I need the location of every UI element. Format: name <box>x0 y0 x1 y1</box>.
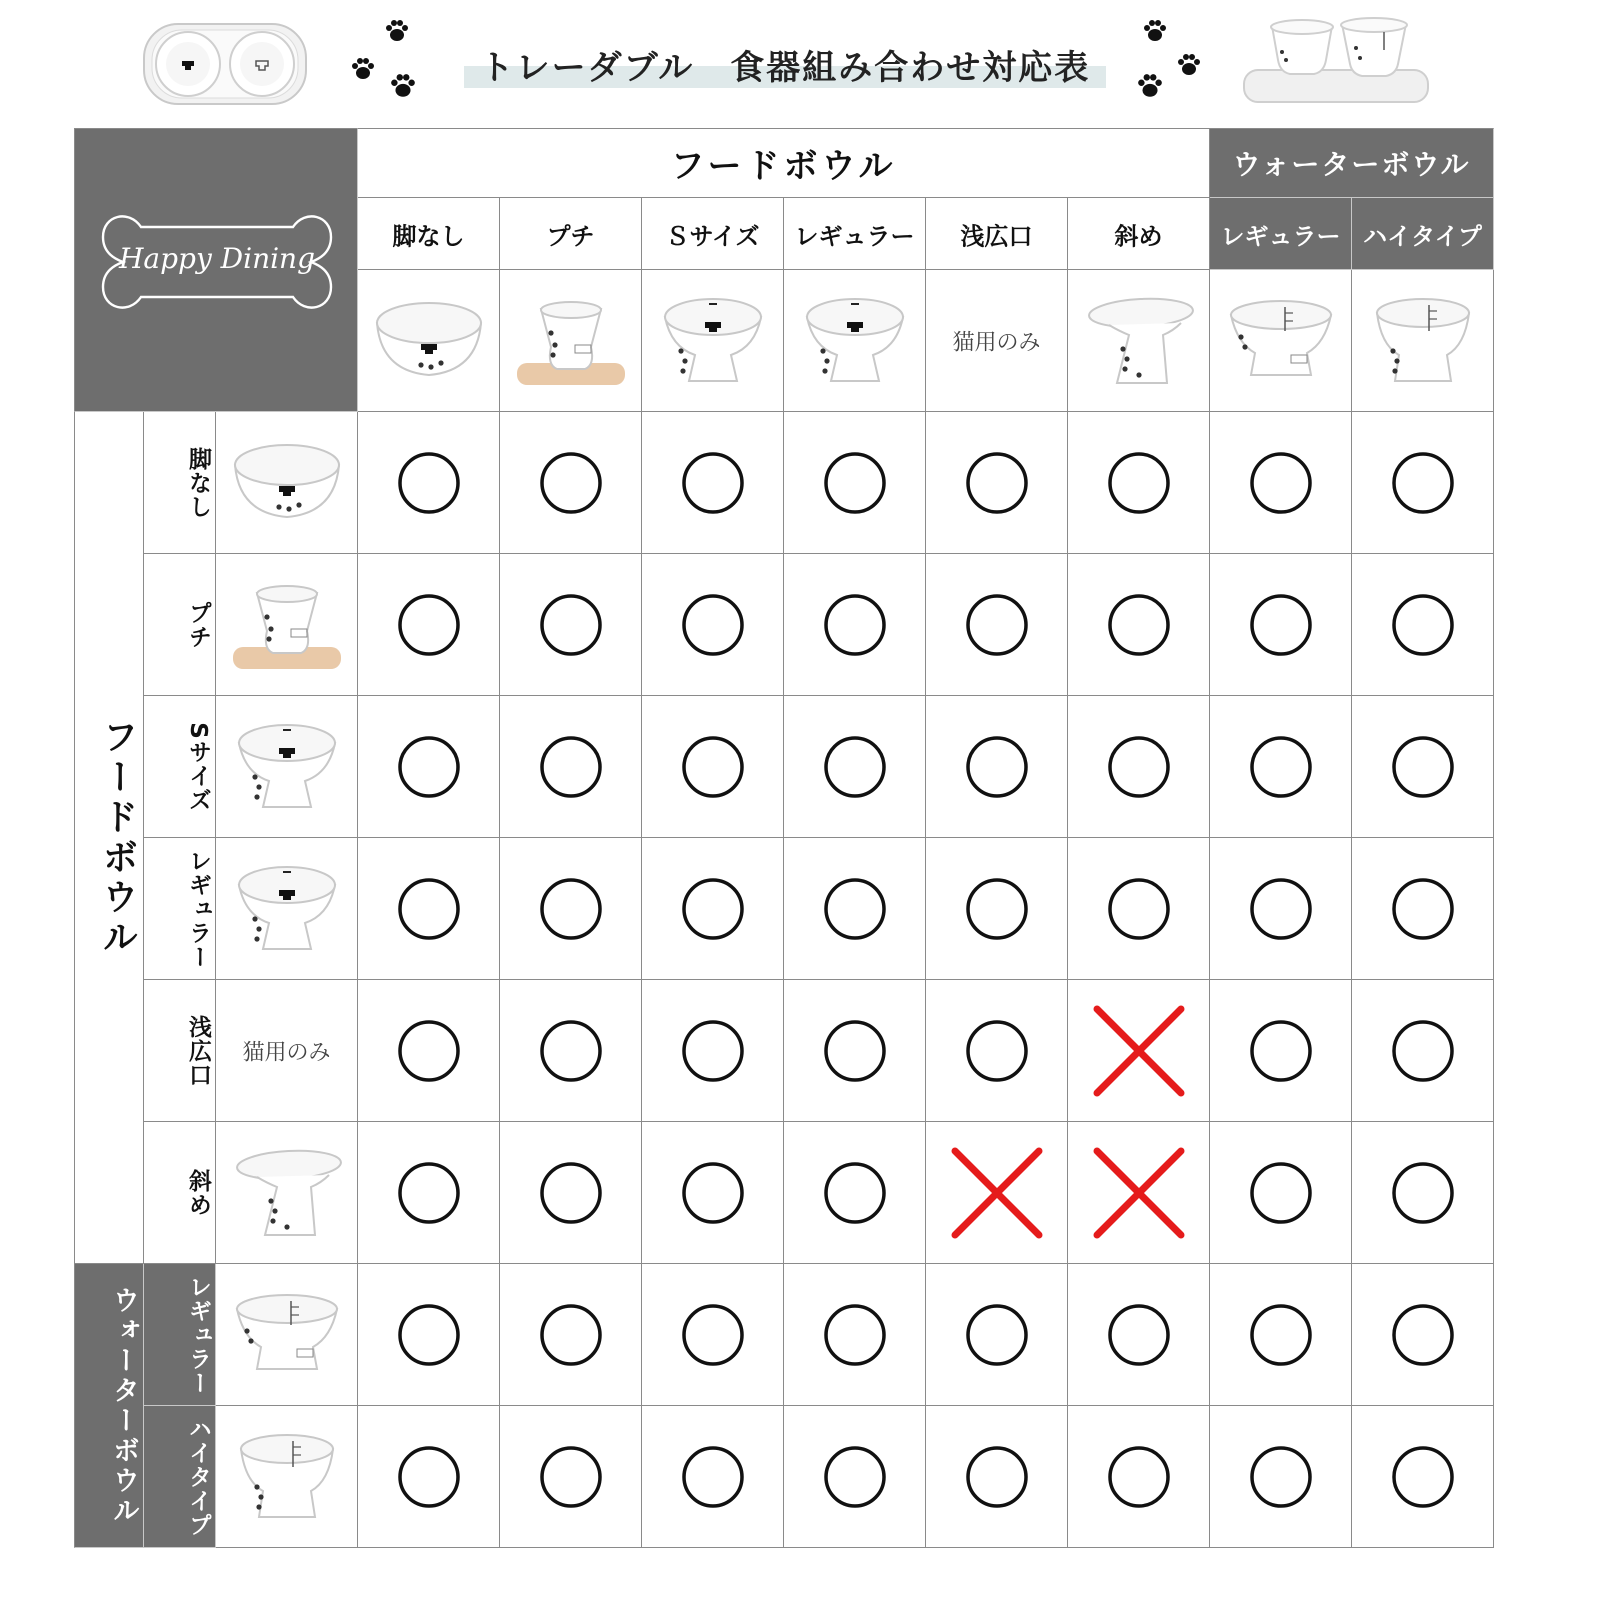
column-photo-3 <box>642 270 784 412</box>
compat-cell <box>500 412 642 554</box>
compat-cell <box>784 554 926 696</box>
paw-print-icon <box>389 72 417 104</box>
compatible-circle-mark <box>680 876 746 942</box>
column-photo-1 <box>358 270 500 412</box>
row-header-label: レギュラー <box>185 848 211 969</box>
row-header-4 <box>144 838 216 980</box>
compat-cell <box>358 1122 500 1264</box>
row-photo-1 <box>216 412 358 554</box>
compatible-circle-mark <box>396 1302 462 1368</box>
compat-cell <box>784 980 926 1122</box>
compatible-circle-mark <box>1390 592 1456 658</box>
compat-cell <box>1210 412 1352 554</box>
compat-cell <box>1352 1122 1494 1264</box>
column-header-1 <box>358 198 500 270</box>
compatible-circle-mark <box>396 734 462 800</box>
row-header-5 <box>144 980 216 1122</box>
incompatible-cross-mark <box>1091 1145 1187 1241</box>
compatible-circle-mark <box>1106 1444 1172 1510</box>
compat-cell <box>926 554 1068 696</box>
compat-cell <box>1352 412 1494 554</box>
compat-cell <box>500 838 642 980</box>
compatible-circle-mark <box>822 734 888 800</box>
row-header-7 <box>144 1264 216 1406</box>
compat-cell <box>926 1406 1068 1548</box>
compat-cell <box>926 1122 1068 1264</box>
compatible-circle-mark <box>964 450 1030 516</box>
compatible-circle-mark <box>680 1018 746 1084</box>
column-header-label: 脚なし <box>392 222 465 250</box>
column-header-4 <box>784 198 926 270</box>
column-photo-7 <box>1210 270 1352 412</box>
incompatible-cross-mark <box>949 1145 1045 1241</box>
compat-cell <box>642 412 784 554</box>
compatible-circle-mark <box>1390 1160 1456 1226</box>
water-bowl-high-icon <box>1352 270 1493 411</box>
bowl-tilted-icon <box>1068 270 1209 411</box>
compatible-circle-mark <box>1248 450 1314 516</box>
column-header-2 <box>500 198 642 270</box>
compat-cell <box>784 1264 926 1406</box>
row-header-label: プチ <box>185 600 211 649</box>
compatible-circle-mark <box>822 876 888 942</box>
compat-cell <box>642 1406 784 1548</box>
compatible-circle-mark <box>964 876 1030 942</box>
compatible-circle-mark <box>1248 1160 1314 1226</box>
compat-cell <box>500 1264 642 1406</box>
paw-print-icon <box>350 56 376 86</box>
row-photo-6 <box>216 1122 358 1264</box>
compatible-circle-mark <box>680 592 746 658</box>
compatible-circle-mark <box>396 876 462 942</box>
row-photo-2 <box>216 554 358 696</box>
column-photo-2 <box>500 270 642 412</box>
column-header-label: プチ <box>546 222 595 250</box>
compat-cell <box>1068 1122 1210 1264</box>
bowl-s-size-icon <box>642 270 783 411</box>
compat-cell <box>642 1264 784 1406</box>
paw-print-icon <box>1142 18 1168 48</box>
compatible-circle-mark <box>538 1444 604 1510</box>
compat-cell <box>500 554 642 696</box>
compat-cell <box>1068 696 1210 838</box>
column-header-label: 斜め <box>1114 222 1163 250</box>
compatible-circle-mark <box>538 450 604 516</box>
compatible-circle-mark <box>1248 592 1314 658</box>
compat-cell <box>358 1264 500 1406</box>
compat-cell <box>1210 1406 1352 1548</box>
compatible-circle-mark <box>680 734 746 800</box>
paw-print-icon <box>1176 52 1202 82</box>
water-bowl-regular-icon <box>1210 270 1351 411</box>
incompatible-cross-mark <box>1091 1003 1187 1099</box>
column-header-label: 浅広口 <box>960 222 1033 250</box>
row-header-8 <box>144 1406 216 1548</box>
paw-print-icon <box>384 18 410 48</box>
compat-cell <box>784 838 926 980</box>
row-photo-3 <box>216 696 358 838</box>
cat-only-note: 猫用のみ <box>952 330 1041 355</box>
compatible-circle-mark <box>680 1444 746 1510</box>
compat-cell <box>926 412 1068 554</box>
compatible-circle-mark <box>680 450 746 516</box>
row-header-3 <box>144 696 216 838</box>
column-header-8 <box>1352 198 1494 270</box>
compatible-circle-mark <box>1248 876 1314 942</box>
compatible-circle-mark <box>1106 876 1172 942</box>
compat-cell <box>500 980 642 1122</box>
compatible-circle-mark <box>1390 450 1456 516</box>
compat-cell <box>500 1406 642 1548</box>
row-header-label: ハイタイプ <box>185 1416 211 1537</box>
compatible-circle-mark <box>538 1018 604 1084</box>
compatible-circle-mark <box>396 1444 462 1510</box>
compatible-circle-mark <box>1106 450 1172 516</box>
compat-cell <box>1068 554 1210 696</box>
compat-cell <box>358 980 500 1122</box>
bowl-s-size-icon <box>216 696 357 837</box>
logo-text: Happy Dining <box>118 242 316 275</box>
paw-print-icon <box>1136 72 1164 104</box>
food-bowl-row-group-label: フードボウル <box>97 717 138 958</box>
compat-cell <box>500 696 642 838</box>
compatible-circle-mark <box>1248 1018 1314 1084</box>
compat-cell <box>1210 554 1352 696</box>
compatible-circle-mark <box>822 592 888 658</box>
compatible-circle-mark <box>1390 1302 1456 1368</box>
compat-cell <box>358 412 500 554</box>
compatible-circle-mark <box>1106 592 1172 658</box>
column-photo-6 <box>1068 270 1210 412</box>
compatible-circle-mark <box>822 1018 888 1084</box>
column-header-6 <box>1068 198 1210 270</box>
compatible-circle-mark <box>964 1302 1030 1368</box>
compat-cell <box>1068 980 1210 1122</box>
row-header-2 <box>144 554 216 696</box>
compat-cell <box>926 838 1068 980</box>
page-title: トレーダブル 食器組み合わせ対応表 <box>464 36 1106 96</box>
compat-cell <box>1210 838 1352 980</box>
compatible-circle-mark <box>538 1302 604 1368</box>
compatible-circle-mark <box>538 734 604 800</box>
header-tray-with-bowls-photo <box>1238 14 1434 110</box>
water-bowl-row-group <box>74 1264 144 1548</box>
compat-cell <box>784 412 926 554</box>
row-photo-4 <box>216 838 358 980</box>
compat-cell <box>358 838 500 980</box>
compatible-circle-mark <box>396 592 462 658</box>
water-bowl-high-icon <box>216 1406 357 1547</box>
column-header-label: ハイタイプ <box>1363 222 1482 250</box>
bowl-petit-icon <box>216 554 357 695</box>
compat-cell <box>1210 1122 1352 1264</box>
compatible-circle-mark <box>964 1444 1030 1510</box>
bowl-no-leg-icon <box>358 270 499 411</box>
cat-only-note: 猫用のみ <box>242 1040 331 1065</box>
compat-cell <box>1352 554 1494 696</box>
compatible-circle-mark <box>538 1160 604 1226</box>
row-header-label: 脚なし <box>185 446 211 519</box>
column-header-3 <box>642 198 784 270</box>
column-header-5 <box>926 198 1068 270</box>
compatible-circle-mark <box>538 876 604 942</box>
compatible-circle-mark <box>964 1018 1030 1084</box>
compatible-circle-mark <box>1390 876 1456 942</box>
column-photo-5 <box>926 270 1068 412</box>
bowl-regular-icon <box>784 270 925 411</box>
compatible-circle-mark <box>822 1444 888 1510</box>
compatible-circle-mark <box>1390 734 1456 800</box>
compat-cell <box>1210 696 1352 838</box>
column-photo-8 <box>1352 270 1494 412</box>
compat-cell <box>1352 980 1494 1122</box>
compatible-circle-mark <box>396 450 462 516</box>
row-header-1 <box>144 412 216 554</box>
compat-cell <box>1210 980 1352 1122</box>
compat-cell <box>1352 696 1494 838</box>
compat-cell <box>1068 412 1210 554</box>
compatible-circle-mark <box>964 592 1030 658</box>
compatible-circle-mark <box>680 1302 746 1368</box>
compatible-circle-mark <box>396 1160 462 1226</box>
compat-cell <box>784 1122 926 1264</box>
compatible-circle-mark <box>1248 1444 1314 1510</box>
compat-cell <box>1068 838 1210 980</box>
row-header-label: レギュラー <box>185 1274 211 1395</box>
water-bowl-group-label: ウォーターボウル <box>1232 148 1471 181</box>
compatible-circle-mark <box>680 1160 746 1226</box>
compat-cell <box>642 980 784 1122</box>
compatible-circle-mark <box>1106 1302 1172 1368</box>
compat-cell <box>926 980 1068 1122</box>
compatible-circle-mark <box>1106 734 1172 800</box>
bowl-petit-icon <box>500 270 641 411</box>
row-photo-8 <box>216 1406 358 1548</box>
compat-cell <box>642 1122 784 1264</box>
row-photo-5 <box>216 980 358 1122</box>
food-bowl-group-label: フードボウル <box>670 146 897 187</box>
compatible-circle-mark <box>1248 734 1314 800</box>
row-photo-7 <box>216 1264 358 1406</box>
compat-cell <box>784 696 926 838</box>
compatible-circle-mark <box>1248 1302 1314 1368</box>
water-bowl-group-header <box>1210 128 1494 198</box>
compatible-circle-mark <box>822 1302 888 1368</box>
column-header-7 <box>1210 198 1352 270</box>
compatible-circle-mark <box>1390 1444 1456 1510</box>
compat-cell <box>1352 838 1494 980</box>
logo-cell <box>74 128 358 412</box>
compat-cell <box>642 838 784 980</box>
food-bowl-group-header <box>358 128 1210 198</box>
bowl-regular-icon <box>216 838 357 979</box>
compat-cell <box>1352 1264 1494 1406</box>
compat-cell <box>1352 1406 1494 1548</box>
compatible-circle-mark <box>538 592 604 658</box>
column-header-label: レギュラー <box>794 222 915 250</box>
column-photo-4 <box>784 270 926 412</box>
compat-cell <box>642 696 784 838</box>
compat-cell <box>358 1406 500 1548</box>
compat-cell <box>642 554 784 696</box>
compat-cell <box>500 1122 642 1264</box>
row-header-6 <box>144 1122 216 1264</box>
bowl-no-leg-icon <box>216 412 357 553</box>
compatible-circle-mark <box>396 1018 462 1084</box>
compatible-circle-mark <box>822 1160 888 1226</box>
compatible-circle-mark <box>1390 1018 1456 1084</box>
compat-cell <box>358 554 500 696</box>
water-bowl-row-group-label: ウォーターボウル <box>108 1285 139 1526</box>
compatible-circle-mark <box>822 450 888 516</box>
compat-cell <box>358 696 500 838</box>
row-header-label: 斜め <box>185 1168 211 1217</box>
compat-cell <box>1210 1264 1352 1406</box>
row-header-label: 浅広口 <box>185 1014 211 1087</box>
food-bowl-row-group <box>74 412 144 1264</box>
water-bowl-regular-icon <box>216 1264 357 1405</box>
row-header-label: Sサイズ <box>185 721 211 812</box>
compat-cell <box>926 1264 1068 1406</box>
column-header-label: レギュラー <box>1220 222 1341 250</box>
compat-cell <box>926 696 1068 838</box>
compat-cell <box>1068 1406 1210 1548</box>
column-header-label: Ｓサイズ <box>665 222 760 250</box>
compatible-circle-mark <box>964 734 1030 800</box>
compat-cell <box>784 1406 926 1548</box>
compat-cell <box>1068 1264 1210 1406</box>
bowl-tilted-icon <box>216 1122 357 1263</box>
header-tray-photo <box>140 18 310 110</box>
